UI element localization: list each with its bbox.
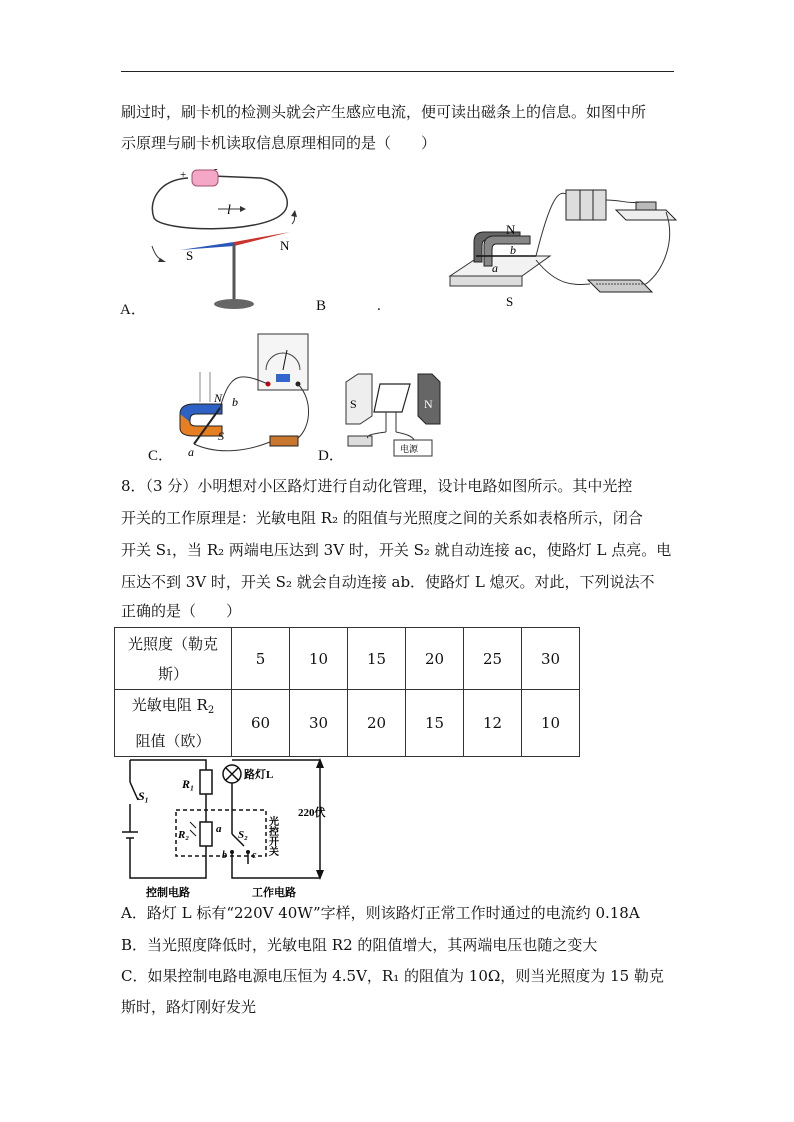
contact-b-label: b (222, 850, 227, 861)
magnet-d-s-label: S (350, 397, 357, 411)
figure-b-apparatus (440, 180, 690, 310)
resistance-cell: 15 (406, 690, 464, 757)
magnet-s-label: S (506, 294, 514, 309)
resistor-r2-label: R₂ (178, 829, 190, 841)
q7-text-line-1: 刷过时，刷卡机的检测头就会产生感应电流，便可读出磁条上的信息。如图中所 (121, 103, 647, 121)
resistance-cell: 12 (464, 690, 522, 757)
needle-n-label: N (280, 238, 290, 253)
streetlight-circuit (120, 754, 360, 902)
option-c-text-line-1: C．如果控制电路电源电压恒为 4.5V，R₁ 的阻值为 10Ω，则当光照度为 15 勒克 (121, 967, 664, 985)
q8-text-line-3: 开关 S₁，当 R₂ 两端电压达到 3V 时，开关 S₂ 就自动连接 ac，使路灯 L 点亮。电 (121, 541, 672, 559)
rod-b-label: b (510, 243, 516, 257)
option-b-text: B．当光照度降低时，光敏电阻 R2 的阻值增大，其两端电压也随之变大 (121, 936, 598, 954)
resistance-cell: 60 (232, 690, 290, 757)
figure-c-galvanometer (170, 332, 320, 462)
lux-cell: 10 (290, 628, 348, 690)
option-d-label: D． (318, 448, 344, 464)
rod-a-label: a (492, 261, 498, 275)
lux-cell: 25 (464, 628, 522, 690)
table-row (115, 690, 580, 757)
option-b-dot: . (377, 298, 381, 314)
battery-plus: + (180, 169, 187, 181)
lux-cell: 20 (406, 628, 464, 690)
option-a-label: A． (120, 302, 146, 318)
control-circuit-label: 控制电路 (146, 887, 190, 899)
contact-a-label: a (216, 823, 222, 835)
resistance-cell: 10 (522, 690, 580, 757)
resistor-r1-label: R₁ (182, 777, 195, 791)
magnet-n-label: N (506, 222, 516, 237)
rod-c-a-label: a (188, 445, 194, 459)
contact-c-label: c (252, 850, 257, 861)
voltage-label: 220伏 (298, 807, 326, 819)
q8-text-line-5: 正确的是（ ） (121, 602, 242, 620)
q8-text-line-1: 8．（3 分）小明想对小区路灯进行自动化管理，设计电路如图所示。其中光控 (121, 477, 633, 495)
lux-cell: 5 (232, 628, 290, 690)
option-c-text-line-2: 斯时，路灯刚好发光 (121, 998, 257, 1016)
light-switch-label: 光控开关 (266, 816, 278, 856)
q8-text-line-4: 压达不到 3V 时，开关 S₂ 就会自动连接 ab．使路灯 L 熄灭。对此，下列说法不 (121, 573, 655, 591)
magnet-c-s-label: S (218, 429, 224, 443)
switch-s2-label: S₂ (238, 829, 248, 841)
magnet-d-n-label: N (424, 397, 433, 411)
option-a-text: A．路灯 L 标有“220V 40W”字样，则该路灯正常工作时通过的电流约 0.18A (121, 904, 640, 922)
figure-d-motor (340, 372, 450, 462)
lamp-label: 路灯L (244, 769, 274, 781)
row-header-illuminance: 光照度（勒克 斯） (115, 628, 232, 690)
lux-cell: 30 (522, 628, 580, 690)
row-header-resistance: 光敏电阻 $R_2$ 阻值（欧） (115, 690, 232, 757)
option-b-label: B (316, 298, 327, 314)
illuminance-resistance-table (114, 627, 580, 757)
figure-a-oersted (140, 162, 310, 312)
rod-c-b-label: b (232, 395, 238, 409)
q8-text-line-2: 开关的工作原理是：光敏电阻 R₂ 的阻值与光照度之间的关系如表格所示，闭合 (121, 509, 643, 527)
magnet-c-n-label: N (214, 391, 223, 405)
power-source-label: 电源 (400, 444, 419, 454)
q7-text-line-2: 示原理与刷卡机读取信息原理相同的是（ ） (121, 134, 437, 152)
battery-minus: - (214, 163, 218, 175)
table-row (115, 628, 580, 690)
current-label: l (227, 203, 231, 218)
resistance-cell: 30 (290, 690, 348, 757)
lux-cell: 15 (348, 628, 406, 690)
switch-s1-label: S₁ (138, 789, 149, 803)
header-rule (121, 71, 674, 72)
option-c-label: C． (148, 448, 174, 464)
needle-s-label: S (186, 248, 194, 263)
work-circuit-label: 工作电路 (252, 887, 296, 899)
resistance-cell: 20 (348, 690, 406, 757)
